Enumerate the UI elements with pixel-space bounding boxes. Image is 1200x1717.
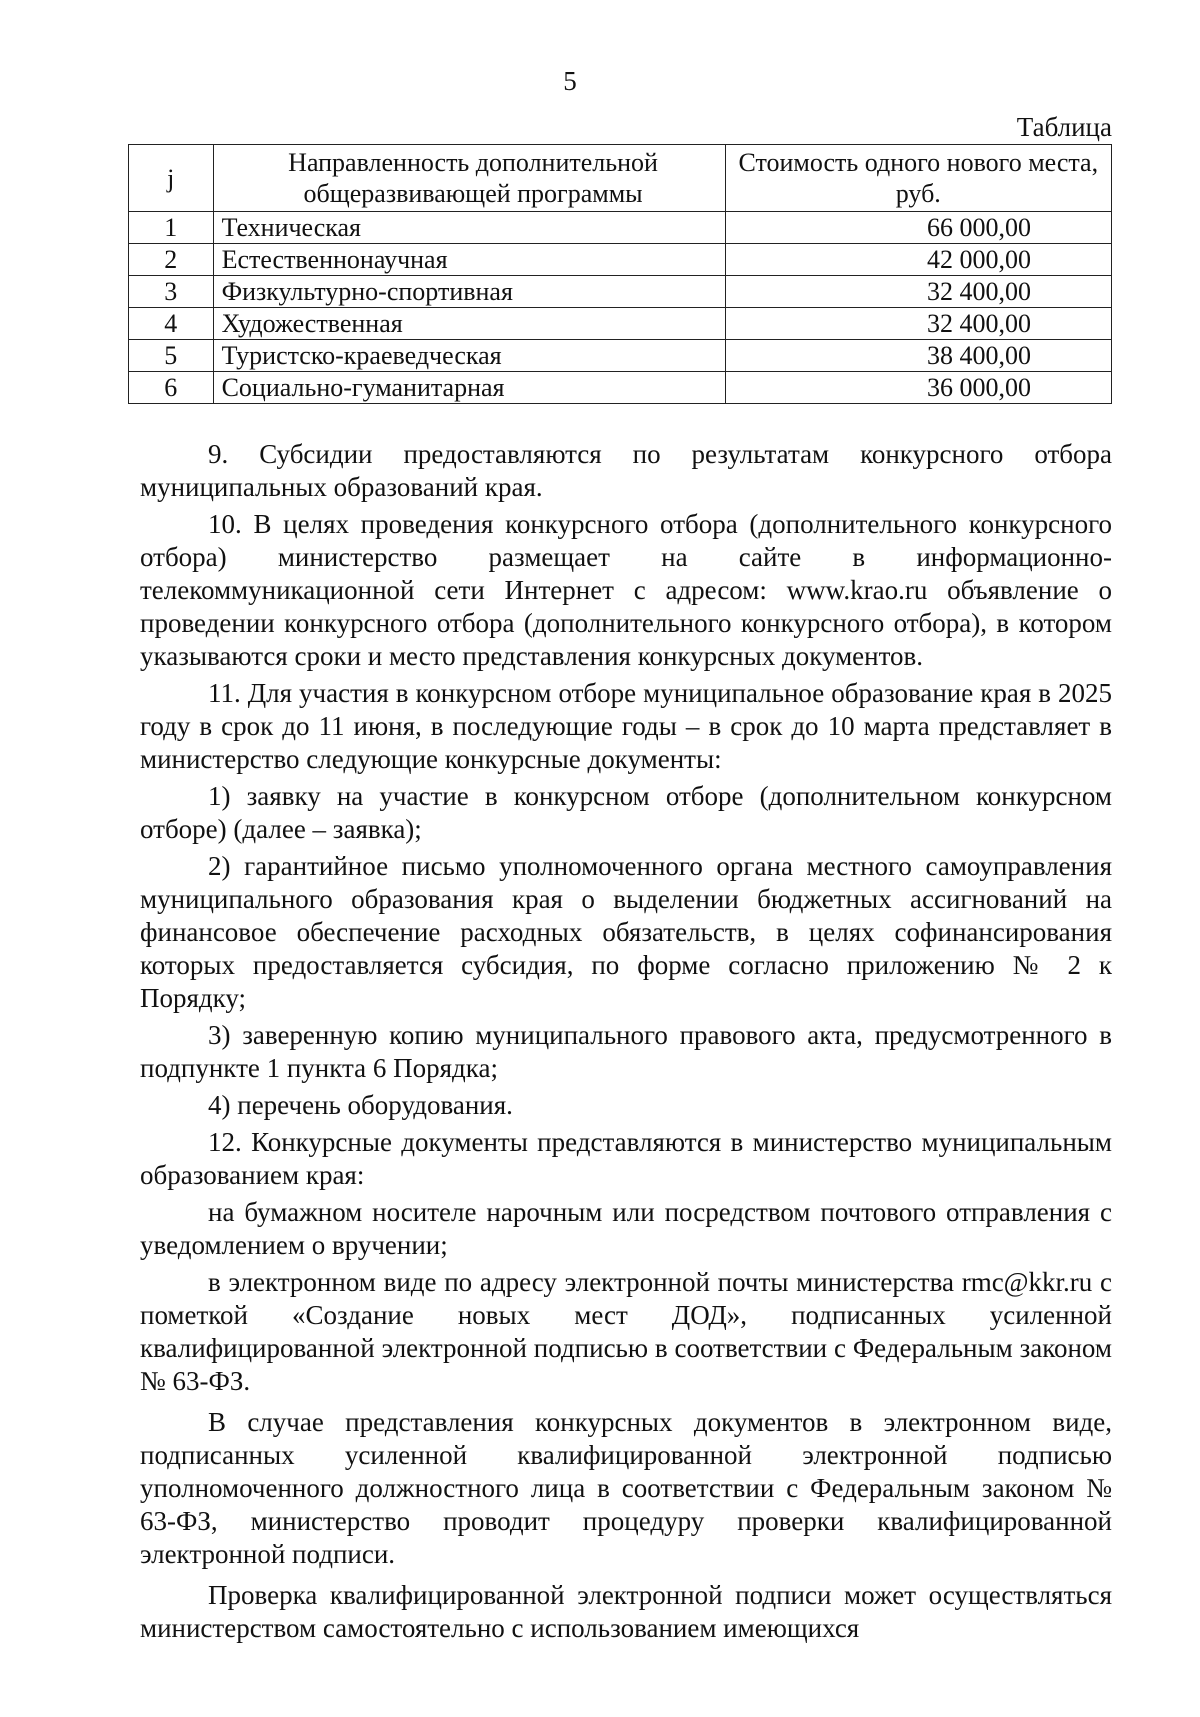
row-j: 1 — [129, 212, 214, 244]
row-j: 3 — [129, 276, 214, 308]
paragraph-10: 10. В целях проведения конкурсного отбора (дополнительного конкурсного отбора) министерство размещает на сайте в информационно-телекоммуникационной сети Интернет с адресом: www.krao.ru объявление о проведении конкурсного отбора (дополнительного конкурсного отбора), в котором указываются сроки и место представления конкурсных документов. — [140, 509, 1112, 671]
table-row — [129, 372, 1112, 404]
row-direction: Техническая — [213, 212, 725, 244]
cost-table — [128, 144, 1112, 404]
paragraph-11: 11. Для участия в конкурсном отборе муниципальное образование края в 2025 году в срок до 11 июня, в последующие годы – в срок до 10 марта представляет в министерство следующие конкурсные документы: — [140, 678, 1112, 774]
header-direction: Направленность дополнительной общеразвивающей программы — [213, 145, 725, 212]
row-direction: Художественная — [213, 308, 725, 340]
row-j: 4 — [129, 308, 214, 340]
subitem-2: 2) гарантийное письмо уполномоченного органа местного самоуправления муниципального образования края о выделении бюджетных ассигнований на финансовое обеспечение расходных обязательств, в целях софинансирования которых предоставляется субсидия, по форме согласно приложению № 2 к Порядку; — [140, 851, 1112, 1013]
table-row — [129, 244, 1112, 276]
row-direction: Естественнонаучная — [213, 244, 725, 276]
row-cost: 36 000,00 — [725, 372, 1111, 404]
paragraph-9: 9. Субсидии предоставляются по результатам конкурсного отбора муниципальных образований края. — [140, 439, 1112, 502]
table-row — [129, 212, 1112, 244]
header-cost: Стоимость одного нового места, руб. — [725, 145, 1111, 212]
signature-check-paragraph: Проверка квалифицированной электронной подписи может осуществляться министерством самостоятельно с использованием имеющихся — [140, 1580, 1112, 1643]
row-j: 2 — [129, 244, 214, 276]
table-row — [129, 276, 1112, 308]
table-row — [129, 340, 1112, 372]
table-caption: Таблица — [1016, 112, 1112, 142]
paper-delivery-item: на бумажном носителе нарочным или посредством почтового отправления с уведомлением о вручении; — [140, 1197, 1112, 1260]
table-header-row — [129, 145, 1112, 212]
subitem-1: 1) заявку на участие в конкурсном отборе (дополнительном конкурсном отборе) (далее – заявка); — [140, 781, 1112, 844]
table-row — [129, 308, 1112, 340]
row-cost: 32 400,00 — [725, 308, 1111, 340]
row-direction: Туристско-краеведческая — [213, 340, 725, 372]
row-j: 6 — [129, 372, 214, 404]
row-direction: Физкультурно-спортивная — [213, 276, 725, 308]
row-cost: 66 000,00 — [725, 212, 1111, 244]
row-cost: 32 400,00 — [725, 276, 1111, 308]
row-cost: 42 000,00 — [725, 244, 1111, 276]
subitem-3: 3) заверенную копию муниципального правового акта, предусмотренного в подпункте 1 пункта 6 Порядка; — [140, 1020, 1112, 1083]
row-cost: 38 400,00 — [725, 340, 1111, 372]
row-direction: Социально-гуманитарная — [213, 372, 725, 404]
body-text — [140, 438, 1112, 1645]
paragraph-12: 12. Конкурсные документы представляются в министерство муниципальным образованием края: — [140, 1127, 1112, 1190]
electronic-signature-paragraph: В случае представления конкурсных документов в электронном виде, подписанных усиленной квалифицированной электронной подписью уполномоченного должностного лица в соответствии с Федеральным законом № 63-ФЗ, министерство проводит процедуру проверки квалифицированной электронной подписи. — [140, 1407, 1112, 1569]
subitem-4: 4) перечень оборудования. — [208, 1090, 513, 1120]
row-j: 5 — [129, 340, 214, 372]
page-number: 5 — [563, 66, 577, 96]
electronic-delivery-item: в электронном виде по адресу электронной почты министерства rmc@kkr.ru с пометкой «Создание новых мест ДОД», подписанных усиленной квалифицированной электронной подписью в соответствии с Федеральным законом № 63-ФЗ. — [140, 1267, 1112, 1396]
header-j: j — [129, 145, 214, 212]
